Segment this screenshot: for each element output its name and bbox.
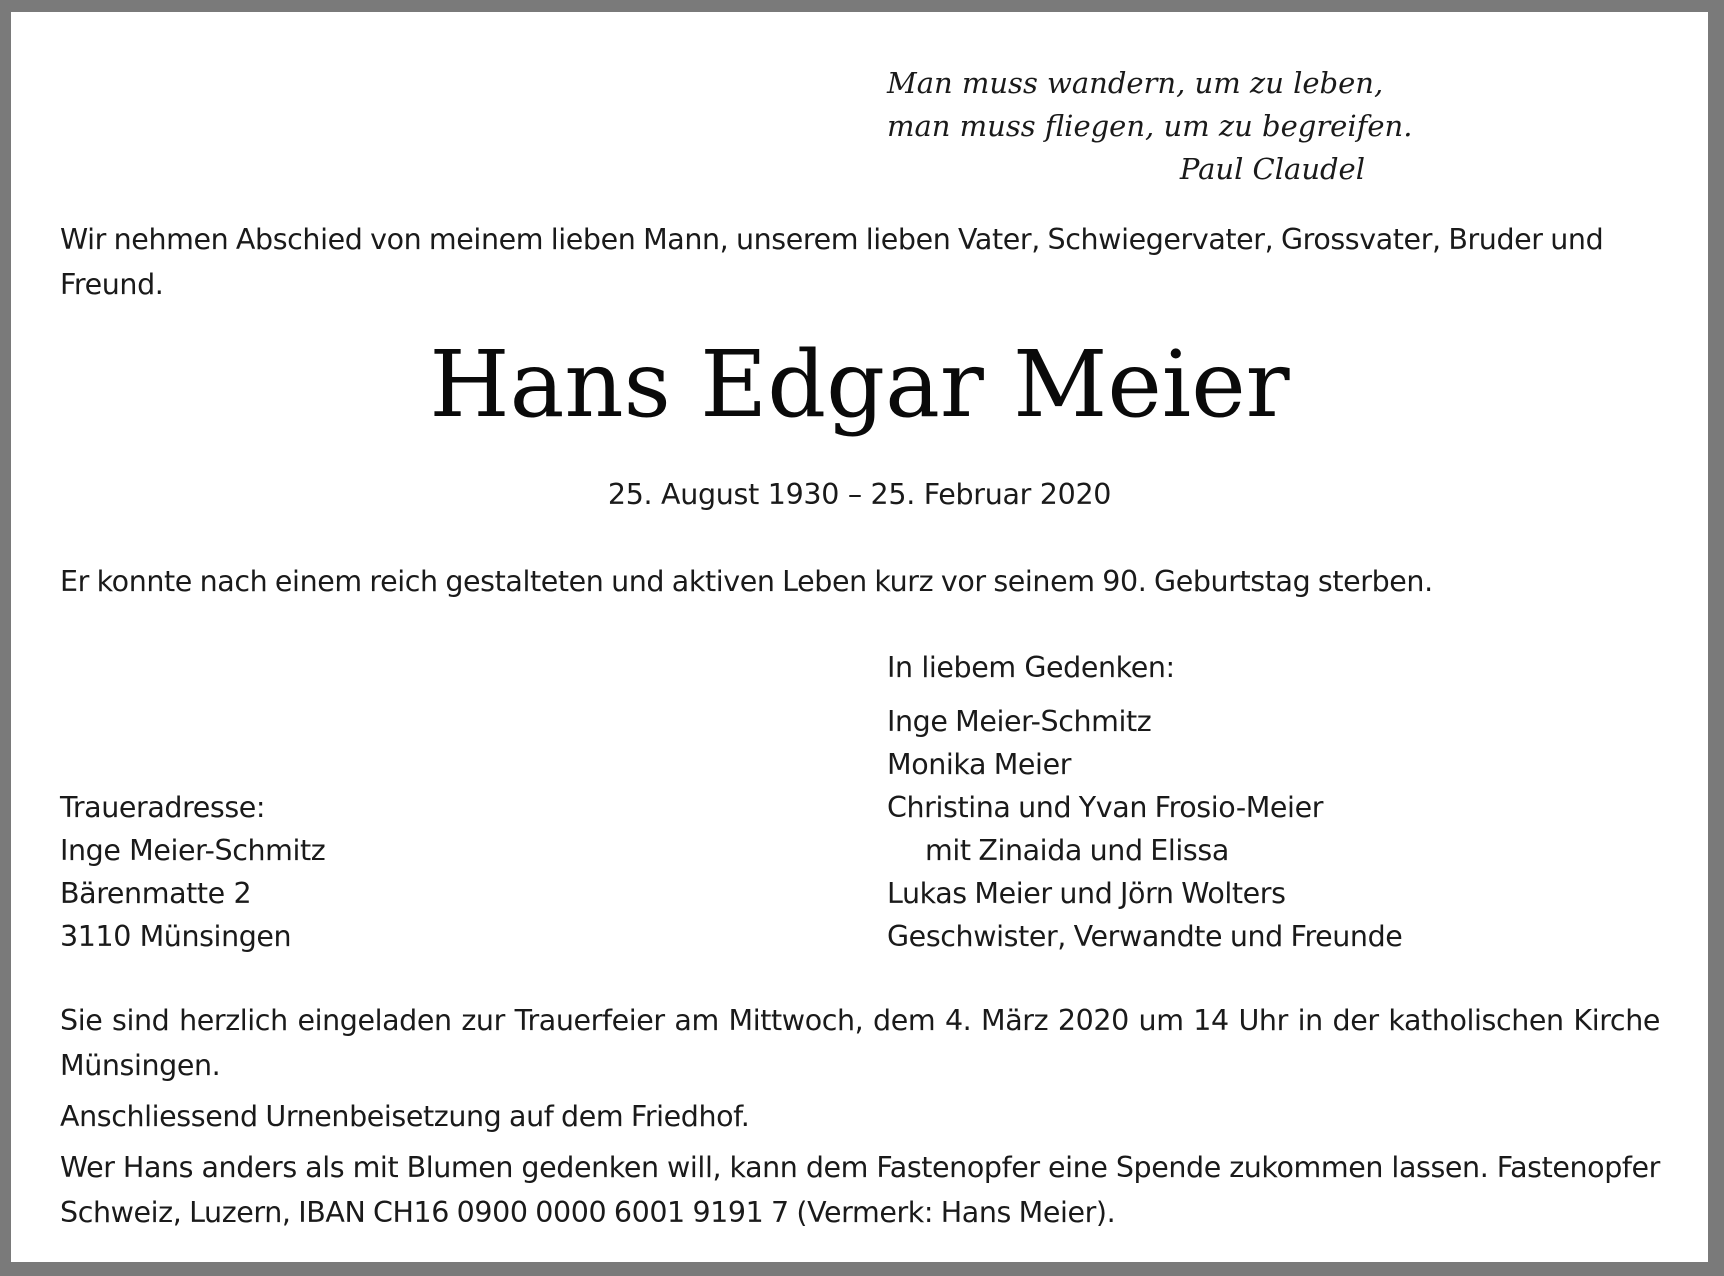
mourner-name: Geschwister, Verwandte und Freunde — [887, 920, 1403, 953]
mourning-address — [60, 786, 325, 958]
quote-line-1: Man muss wandern, um zu leben, — [887, 66, 1384, 100]
quote-line-2: man muss fliegen, um zu begreifen. — [887, 109, 1413, 143]
mourner-name: Christina und Yvan Frosio-Meier — [887, 791, 1324, 824]
quote-author: Paul Claudel — [1179, 152, 1365, 186]
address-name: Inge Meier-Schmitz — [60, 834, 326, 867]
mourner-name: Monika Meier — [887, 748, 1072, 781]
mourner-name: Inge Meier-Schmitz — [887, 705, 1152, 738]
mourner-name: Lukas Meier und Jörn Wolters — [887, 877, 1286, 910]
epigraph-quote — [887, 62, 1447, 191]
mourners-list — [887, 700, 1402, 958]
life-dates: 25. August 1930 – 25. Februar 2020 — [607, 478, 1112, 511]
life-statement: Er konnte nach einem reich gestalteten und aktiven Leben kurz vor seinem 90. Geburtstag sterben. — [60, 565, 1433, 598]
ceremony-invitation: Sie sind herzlich eingeladen zur Trauerfeier am Mittwoch, dem 4. März 2020 um 14 Uhr in der katholischen Kirche Münsingen. — [60, 1004, 1660, 1082]
obituary-page — [11, 12, 1708, 1262]
farewell-intro: Wir nehmen Abschied von meinem lieben Mann, unserem lieben Vater, Schwiegervater, Grossvater, Bruder und Freund. — [60, 223, 1604, 301]
address-city: 3110 Münsingen — [60, 920, 292, 953]
deceased-name: Hans Edgar Meier — [429, 331, 1290, 438]
burial-note: Anschliessend Urnenbeisetzung auf dem Friedhof. — [60, 1100, 750, 1133]
address-label: Traueradresse: — [60, 791, 266, 824]
mourner-name: mit Zinaida und Elissa — [925, 834, 1229, 867]
donation-note: Wer Hans anders als mit Blumen gedenken will, kann dem Fastenopfer eine Spende zukommen lassen. Fastenopfer Schweiz, Luzern, IBAN CH16 0900 0000 6001 9191 7 (Vermerk: Hans Meier). — [60, 1151, 1660, 1229]
memory-heading: In liebem Gedenken: — [887, 651, 1175, 684]
address-street: Bärenmatte 2 — [60, 877, 252, 910]
